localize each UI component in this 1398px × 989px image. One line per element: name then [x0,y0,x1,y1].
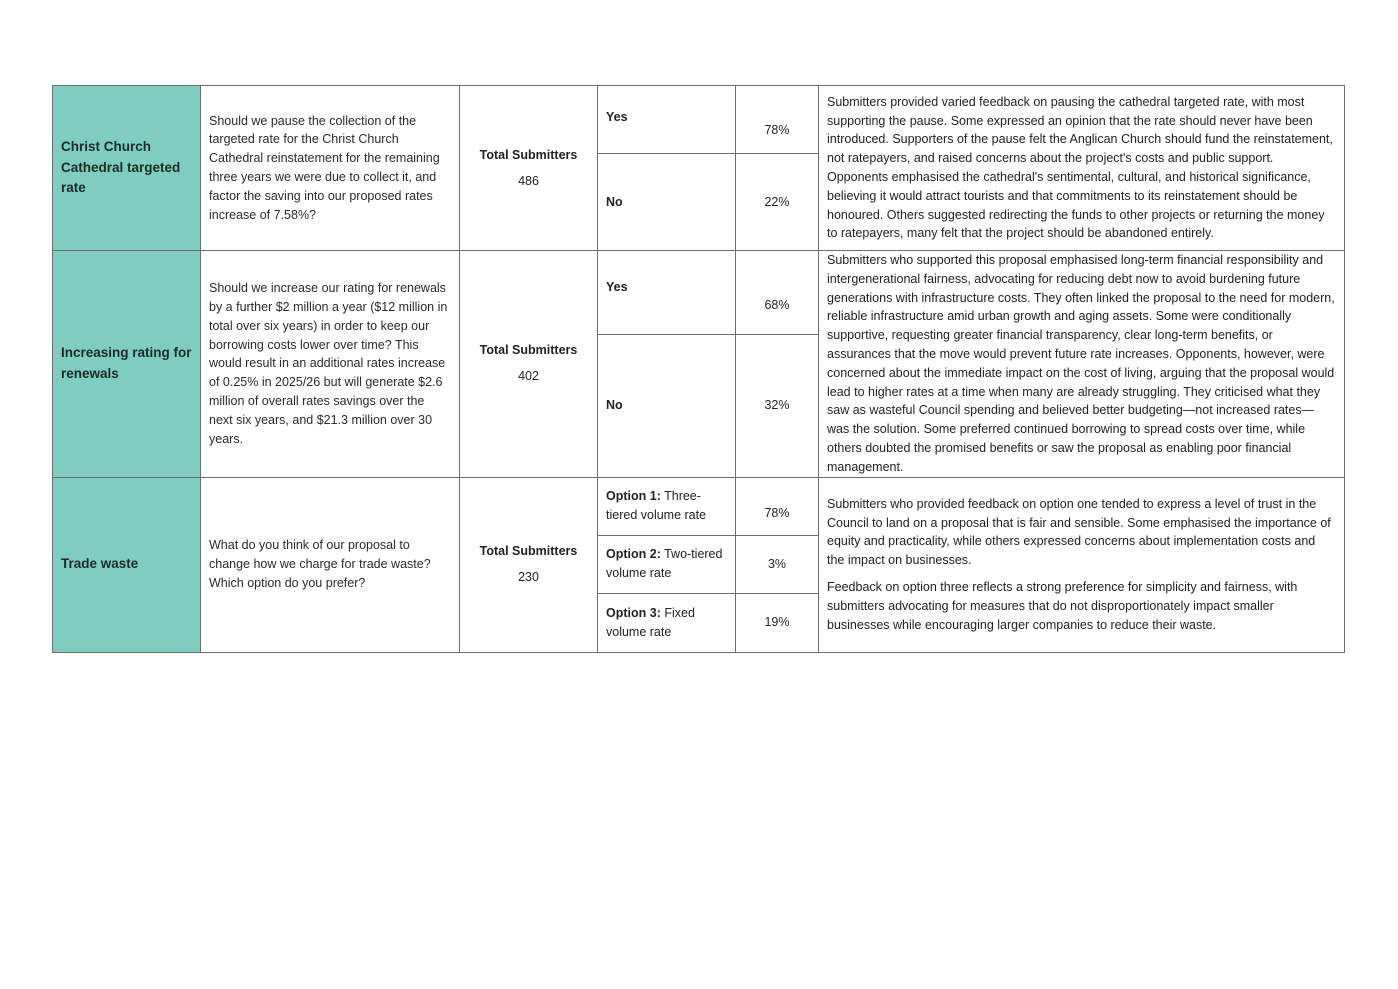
option-2-cell [598,535,736,593]
total-submitters-value: 402 [518,369,539,384]
feedback-summary-table [52,85,1345,653]
summary-paragraph: Submitters who supported this proposal emphasised long-term financial responsibility and intergenerational fairness, advocating for reducing debt now to avoid burdening future generations with infrastructure costs. They often linked the proposal to the need for modern, reliable infrastructure amid urban growth and aging assets. Some were conditionally supportive, requesting greater financial transparency, clear long-term benefits, or assurances that the move would prevent future rate increases. Opponents, however, were concerned about the immediate impact on the cost of living, arguing that the proposal would lead to higher rates at a time when many are already struggling. They criticised what they saw as wasteful Council spending and believed better budgeting—not increased rates—was the solution. Some preferred continued borrowing to spread costs over time, while others doubted the promised benefits or saw the proposal as enabling poor financial management. [827,253,1335,474]
answer-label: Yes [598,86,736,154]
option-label: Three-tiered volume rate [606,489,707,523]
total-submitters-cell [460,86,598,251]
option-label: Two-tiered volume rate [606,547,723,581]
topic-cell: Trade waste [53,477,201,652]
option-number: Option 2: [606,547,661,562]
answer-percentage: 68% [736,251,819,335]
answer-percentage: 78% [736,86,819,154]
table-row-cathedral [53,86,1345,154]
total-submitters-label: Total Submitters [479,544,578,559]
summary-cell [819,477,1345,652]
total-submitters-cell [460,477,598,652]
summary-paragraph: Submitters who provided feedback on option one tended to express a level of trust in the Council to land on a proposal that is fair and sensible. Some emphasised the importance of equity and practicality, while others expressed concerns about implementation costs and the impact on businesses. [827,496,1331,568]
answer-percentage: 19% [736,593,819,652]
question-cell: Should we increase our rating for renewals by a further $2 million a year ($12 million in total over six years) in order to keep our borrowing costs lower over time? This would result in an additional rates increase of 0.25% in 2025/26 but will generate $2.6 million of overall rates savings over the next six years, and $21.3 million over 30 years. [201,251,460,478]
table-row-trade-waste [53,477,1345,535]
answer-label: No [598,154,736,251]
option-3-cell [598,593,736,652]
answer-percentage: 22% [736,154,819,251]
total-submitters-value: 230 [518,570,539,585]
question-cell: What do you think of our proposal to change how we charge for trade waste? Which option do you prefer? [201,477,460,652]
total-submitters-cell [460,251,598,478]
option-label: Fixed volume rate [606,605,695,639]
answer-percentage: 78% [736,477,819,535]
topic-cell: Increasing rating for renewals [53,251,201,478]
summary-paragraph: Feedback on option three reflects a strong preference for simplicity and fairness, with submitters advocating for measures that do not disproportionately impact smaller businesses while encouraging larger companies to reduce their waste. [827,579,1298,632]
question-cell: Should we pause the collection of the targeted rate for the Christ Church Cathedral reinstatement for the remaining three years we were due to collect it, and factor the saving into our proposed rates increase of 7.58%? [201,86,460,251]
option-number: Option 3: [606,605,661,620]
answer-percentage: 32% [736,334,819,477]
topic-cell: Christ Church Cathedral targeted rate [53,86,201,251]
total-submitters-label: Total Submitters [479,147,578,162]
total-submitters-value: 486 [518,173,539,188]
answer-label: Yes [598,251,736,335]
table-row-renewals [53,251,1345,335]
answer-label: No [598,334,736,477]
summary-cell [819,251,1345,478]
total-submitters-label: Total Submitters [479,343,578,358]
option-1-cell [598,477,736,535]
summary-paragraph: Submitters provided varied feedback on pausing the cathedral targeted rate, with most supporting the pause. Some expressed an opinion that the rate should never have been introduced. Supporters of the pause felt the Anglican Church should fund the reinstatement, not ratepayers, and raised concerns about the project's costs and public support. Opponents emphasised the cathedral's sentimental, cultural, and historical significance, believing it would attract tourists and that commitments to its reinstatement should be honoured. Others suggested redirecting the funds to other projects or returning the money to ratepayers, many felt that the project should be abandoned entirely. [827,94,1333,241]
summary-cell [819,86,1345,251]
option-number: Option 1: [606,489,661,504]
answer-percentage: 3% [736,535,819,593]
